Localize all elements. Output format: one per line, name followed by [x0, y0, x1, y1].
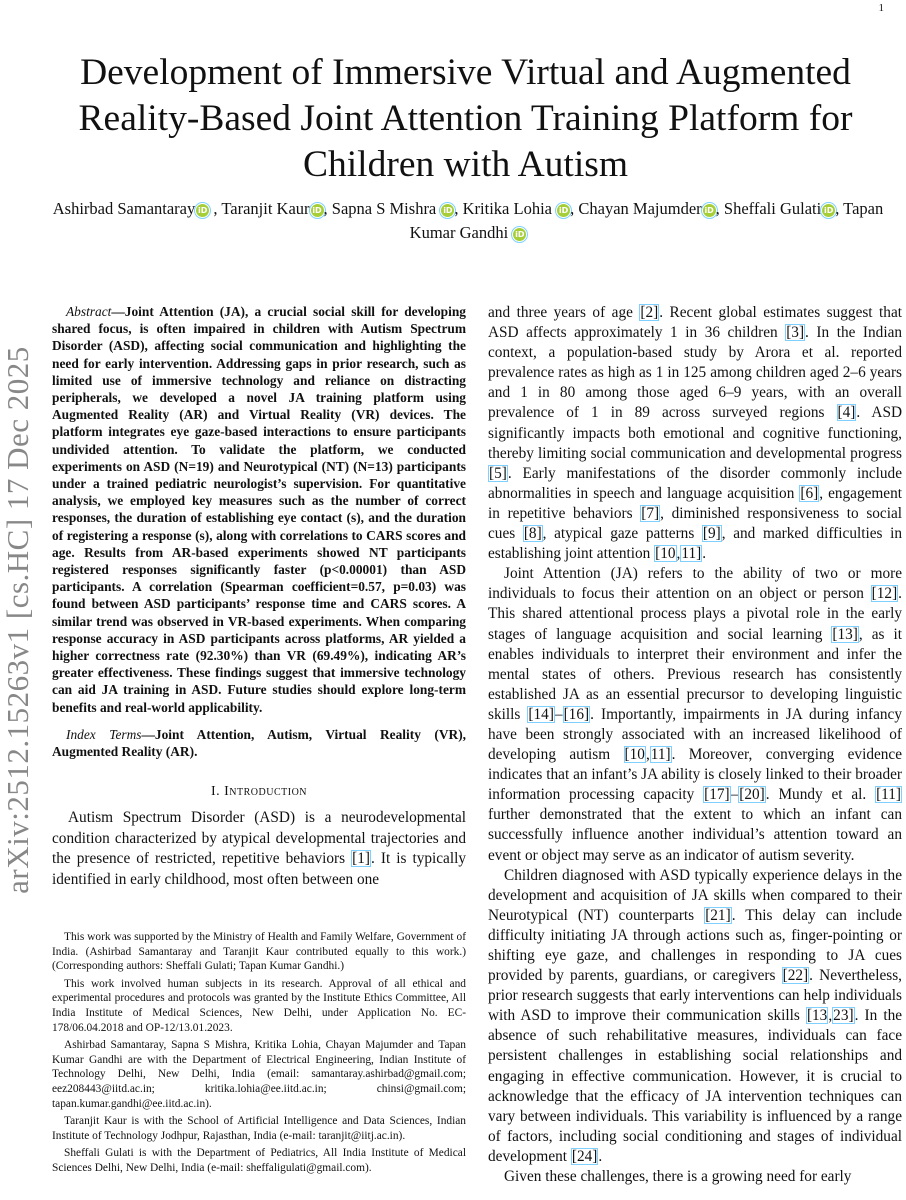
citation-link[interactable]: [14] — [528, 705, 554, 723]
citation-link[interactable]: [9] — [702, 525, 721, 543]
footnote-affiliation-iitj: Taranjit Kaur is with the School of Artificial Intelligence and Data Sciences, Indian Institute of Technology Jodhpur, Rajasthan, India (e-mail: taranjit@iitj.ac.in). — [52, 1115, 466, 1142]
left-column — [52, 303, 466, 890]
citation-link[interactable]: [12] — [871, 585, 898, 603]
abstract-text: —Joint Attention (JA), a crucial social skill for developing shared focus, is often impaired in children with Autism Spectrum Disorder (ASD), affecting social communication and highlighting the need for early intervention. Addressing gaps in prior research, such as limited use of immersive technology and reliance on distracting peripherals, we developed a novel JA training platform using Augmented Reality (AR) and Virtual Reality (VR) devices. The platform integrates eye gaze-based interactions to ensure participants undivided attention. To validate the platform, we conducted experiments on ASD (N=19) and Neurotypical (NT) (N=13) participants under a trained pediatric neurologist’s supervision. For quantitative analysis, we employed key measures such as the number of correct responses, the duration of establishing eye contact (s), and the duration of registering a response (s), along with correlations to CARS scores and age. Results from AR-based experiments showed NT participants registered responses significantly faster (p<0.00001) than ASD participants. A correlation (Spearman coefficient=0.57, p=0.03) was found between ASD participants’ response time and CARS scores. A similar trend was observed in VR-based experiments. When comparing response accuracy in ASD participants across platforms, AR yielded a higher correctness rate (92.30%) than VR (69.49%), indicating AR’s greater effectiveness. These findings suggest that immersive technology can aid JA training in ASD. Future studies should explore long-term benefits and real-world applicability. — [52, 304, 466, 715]
orcid-icon[interactable]: iD — [558, 206, 569, 215]
footnote-affiliation-iitd: Ashirbad Samantaray, Sapna S Mishra, Kritika Lohia, Chayan Majumder and Tapan Kumar Gandhi are with the Department of Electrical Engineering, Indian Institute of Technology Delhi, New Delhi, India (email: samantaray.ashirbad@gmail.com; eez208443@iitd.ac.in; kritika.lohia@ee.iitd.ac.in; chinsi@gmail.com; tapan.kumar.gandhi@ee.iitd.ac.in). — [52, 1039, 466, 1110]
citation-link[interactable]: [20] — [739, 786, 765, 804]
citation-link[interactable]: [24] — [571, 1147, 598, 1165]
citation-link[interactable]: [13 — [806, 1007, 828, 1025]
section-title: Introduction — [224, 784, 308, 800]
arxiv-identifier[interactable]: arXiv:2512.15263v1 [cs.HC] 17 Dec 2025 — [0, 346, 35, 894]
index-terms-label: Index Terms — [66, 726, 142, 742]
author-name: Chayan Majumder — [578, 199, 702, 218]
citation-link[interactable]: [22] — [782, 967, 809, 985]
citation-link[interactable]: [6] — [800, 484, 819, 502]
citation-link[interactable]: [17] — [704, 786, 730, 804]
citation-link[interactable]: 11] — [650, 746, 671, 764]
footnote-affiliation-aiims: Sheffali Gulati is with the Department of Pediatrics, All India Institute of Medical Sciences Delhi, New Delhi, India (e-mail: sheffaligulati@gmail.com). — [52, 1147, 466, 1174]
abstract — [52, 303, 466, 716]
intro-paragraph: Autism Spectrum Disorder (ASD) is a neurodevelopmental condition characterized by atypical developmental trajectories and the presence of restricted, repetitive behaviors [1]. It is typically identified in early childhood, most often between one — [52, 809, 466, 888]
author-name: Tapan Kumar Gandhi — [409, 199, 884, 242]
citation-link[interactable]: [2] — [640, 304, 659, 321]
citation-link[interactable]: [21] — [705, 906, 731, 924]
section-heading — [52, 782, 466, 802]
citation-link[interactable]: [4] — [837, 404, 856, 422]
orcid-icon[interactable]: iD — [515, 230, 525, 239]
author-name: Kritika Lohia — [462, 199, 552, 218]
body-paragraph: Given these challenges, there is a growing need for early — [504, 1168, 852, 1186]
citation-link[interactable]: [8] — [523, 525, 542, 543]
citation-link[interactable]: 11] — [681, 545, 702, 563]
section-number: I. — [210, 784, 221, 800]
body-paragraph: and three years of age [2]. Recent global estimates suggest that ASD affects approximately 1 in 36 children [3]. In the Indian context, a population-based study by Arora et al. reported prevalence rates as high as 1 in 125 among children aged 2–6 years and 1 in 80 among those aged 6–9 years, with an overall prevalence of 1 in 89 across surveyed regions [4]. ASD significantly impacts both emotional and cognitive functioning, thereby limiting social communication and developmental progress [5]. Early manifestations of the disorder commonly include abnormalities in speech and language acquisition [6], engagement in repetitive behaviors [7], diminished responsiveness to social cues [8], atypical gaze patterns [9], and marked difficulties in establishing joint attention [10,11]. — [488, 304, 903, 563]
paper-title: Development of Immersive Virtual and Augmented Reality-Based Joint Attention Training Platform for Children with Autism — [78, 52, 853, 185]
orcid-icon[interactable]: iD — [312, 206, 322, 215]
citation-link[interactable]: [16] — [563, 705, 590, 723]
citation-link[interactable]: [11] — [876, 786, 901, 804]
abstract-label: Abstract — [66, 304, 112, 319]
body-paragraph: Joint Attention (JA) refers to the ability of two or more individuals to focus their attention on an object or person [12]. This shared attentional process plays a pivotal role in the early stages of language acquisition and social learning [13], as it enables individuals to interpret their environment and infer the mental states of others. Previous research has consistently established JA as an essential precursor to developing linguistic skills [14]–[16]. Importantly, impairments in JA during infancy have been strongly associated with an increased likelihood of developing autism [10,11]. Moreover, converging evidence indicates that an infant’s JA ability is closely linked to their broader information processing capacity [17]–[20]. Mundy et al. [11] further demonstrated that the extent to which an infant can successfully influence another individual’s attention toward an event or object may serve as an indicator of autism severity. — [488, 565, 902, 864]
right-column — [488, 303, 902, 1187]
index-terms-text: —Joint Attention, Autism, Virtual Reality (VR), Augmented Reality (AR). — [52, 726, 466, 760]
author-name: Taranjit Kaur — [221, 199, 310, 218]
citation-link[interactable]: [13] — [832, 625, 858, 643]
author-list: Ashirbad Samantaray iD , Taranjit Kaur iD , Sapna S Mishra iD , Kritika Lohia iD , Chayan Majumder iD , Sheffali Gulati iD , Tapan Kumar Gandhi iD — [52, 199, 884, 242]
citation-link[interactable]: 23] — [833, 1007, 854, 1025]
orcid-icon[interactable]: iD — [704, 206, 714, 215]
orcid-icon[interactable]: iD — [443, 206, 453, 215]
citation-link[interactable]: [1] — [352, 850, 370, 868]
footnotes — [52, 930, 466, 1179]
author-name: Sapna S Mishra — [331, 199, 437, 218]
index-terms — [52, 726, 466, 760]
citation-link[interactable]: [5] — [489, 464, 507, 482]
body-paragraph: Children diagnosed with ASD typically experience delays in the development and acquisition of JA skills when compared to their Neurotypical (NT) counterparts [21]. This delay can include difficulty initiating JA through actions such as, finger-pointing or shifting eye gaze, and challenges in responding to JA cues provided by parents, guardians, or caregivers [22]. Nevertheless, prior research suggests that early interventions can help individuals with ASD to improve their communication skills [13,23]. In the absence of such rehabilitative measures, individuals can face persistent challenges in establishing social relationships and engaging in effective communication. However, it is crucial to acknowledge that the efficacy of JA intervention techniques can vary between individuals. This variability is influenced by a range of factors, including social conditioning and stages of individual development [24]. — [488, 866, 903, 1165]
author-name: Ashirbad Samantaray — [52, 199, 196, 218]
footnote-funding: This work was supported by the Ministry of Health and Family Welfare, Government of India. (Ashirbad Samantaray and Taranjit Kaur contributed equally to this work.) (Corresponding authors: Sheffali Gulati; Tapan Kumar Gandhi.) — [52, 931, 466, 973]
orcid-icon[interactable]: iD — [824, 206, 834, 215]
citation-link[interactable]: [10 — [655, 545, 676, 563]
citation-link[interactable]: [7] — [641, 504, 660, 522]
orcid-icon[interactable]: iD — [198, 206, 208, 215]
citation-link[interactable]: [3] — [786, 324, 805, 342]
citation-link[interactable]: [10 — [624, 746, 645, 764]
author-name: Sheffali Gulati — [723, 199, 822, 218]
page-number: 1 — [878, 2, 884, 14]
footnote-ethics: This work involved human subjects in its research. Approval of all ethical and experimental procedures and protocols was granted by the Institute Ethics Committee, All India Institute of Medical Sciences, New Delhi, under Application No. EC-178/06.04.2018 and OP-12/13.01.2023. — [52, 977, 466, 1034]
